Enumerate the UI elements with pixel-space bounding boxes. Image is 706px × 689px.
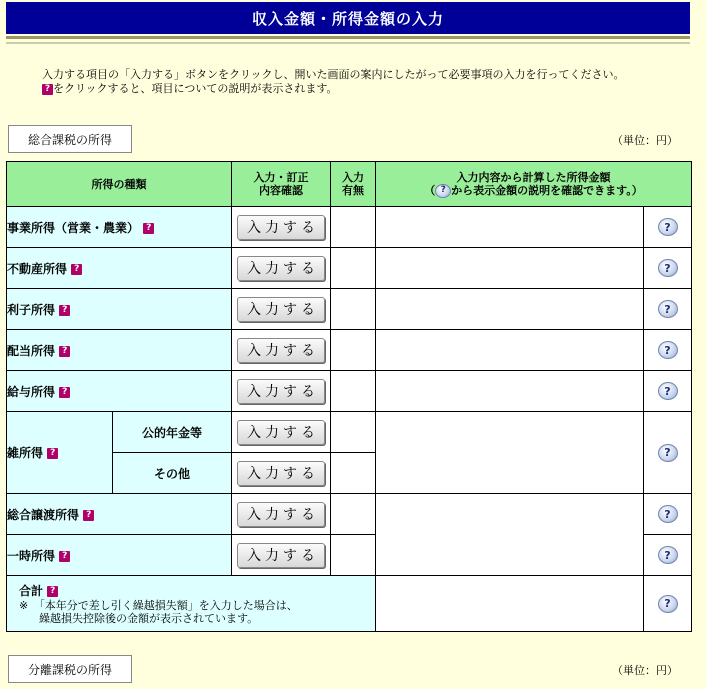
input-cell — [232, 494, 331, 535]
input-button-business[interactable]: 入力する — [237, 215, 325, 240]
section-general-taxation-button[interactable]: 総合課税の所得 — [8, 125, 132, 153]
help-bubble-icon[interactable]: ? — [658, 382, 678, 400]
table-header-row — [7, 162, 692, 207]
status-cell — [331, 289, 376, 330]
amount-help-cell — [644, 207, 692, 248]
amount-help-cell — [644, 576, 692, 632]
status-cell — [331, 207, 376, 248]
row-label-business — [7, 207, 232, 248]
help-bubble-icon[interactable]: ? — [658, 300, 678, 318]
income-table — [6, 161, 692, 632]
help-icon[interactable]: ? — [59, 346, 70, 357]
amount-help-cell — [644, 371, 692, 412]
table-row — [7, 330, 692, 371]
help-bubble-icon[interactable]: ? — [658, 259, 678, 277]
row-label-text: 総合譲渡所得 — [7, 507, 80, 522]
row-label-misc-pension: 公的年金等 — [113, 412, 232, 453]
input-button-salary[interactable]: 入力する — [237, 379, 325, 404]
help-icon[interactable]: ? — [59, 551, 70, 562]
instructions-line1: 入力する項目の「入力する」ボタンをクリックし、開いた画面の案内にしたがって必要事項の入力を行ってください。 — [42, 68, 625, 81]
amount-help-cell — [644, 289, 692, 330]
total-note-line2: 繰越損失控除後の金額が表示されています。 — [39, 612, 259, 625]
table-row — [7, 207, 692, 248]
row-label-interest — [7, 289, 232, 330]
help-icon[interactable]: ? — [59, 387, 70, 398]
help-icon[interactable]: ? — [71, 264, 82, 275]
row-label-text: 雑所得 — [7, 446, 44, 460]
table-row — [7, 494, 692, 535]
row-label-salary — [7, 371, 232, 412]
row-label-misc — [7, 412, 113, 494]
status-cell — [331, 330, 376, 371]
instructions-line2 — [42, 82, 692, 96]
help-icon[interactable]: ? — [47, 448, 58, 459]
amount-help-cell — [644, 248, 692, 289]
total-amount-cell — [376, 576, 644, 632]
help-icon[interactable]: ? — [143, 223, 154, 234]
input-cell — [232, 289, 331, 330]
amount-cell — [376, 494, 644, 576]
row-label-text: 給与所得 — [7, 384, 56, 399]
help-bubble-icon: ? — [435, 184, 451, 198]
page-title: 収入金額・所得金額の入力 — [6, 2, 690, 34]
input-button-misc-other[interactable]: 入力する — [237, 461, 325, 486]
amount-help-cell — [644, 535, 692, 576]
header-amount-line1: 入力内容から計算した所得金額 — [456, 170, 611, 184]
amount-cell — [376, 371, 644, 412]
amount-help-cell — [644, 494, 692, 535]
header-input-status: 入力 有無 — [331, 162, 376, 207]
row-label-temporary — [7, 535, 232, 576]
section-separate-taxation-button[interactable]: 分離課税の所得 — [8, 655, 132, 683]
row-label-text: 利子所得 — [7, 302, 56, 317]
instructions-line2-text: をクリックすると、項目についての説明が表示されます。 — [53, 82, 338, 95]
help-bubble-icon[interactable]: ? — [658, 595, 678, 613]
input-button-transfer[interactable]: 入力する — [237, 502, 325, 527]
help-icon[interactable]: ? — [59, 305, 70, 316]
table-row — [7, 412, 692, 453]
amount-cell — [376, 207, 644, 248]
help-icon[interactable]: ? — [47, 586, 58, 597]
amount-help-cell — [644, 330, 692, 371]
row-label-transfer — [7, 494, 232, 535]
help-icon[interactable]: ? — [83, 510, 94, 521]
title-divider-secondary — [6, 42, 690, 44]
status-cell — [331, 412, 376, 453]
status-cell — [331, 248, 376, 289]
help-bubble-icon[interactable]: ? — [658, 341, 678, 359]
row-label-text: 事業所得（営業・農業） — [7, 220, 140, 235]
input-cell — [232, 535, 331, 576]
table-row — [7, 289, 692, 330]
total-title — [19, 582, 375, 599]
unit-label: （単位：円） — [612, 664, 678, 677]
amount-help-cell — [644, 412, 692, 494]
input-cell — [232, 371, 331, 412]
table-row — [7, 248, 692, 289]
amount-cell — [376, 289, 644, 330]
header-amount-line2 — [376, 184, 691, 198]
row-label-text: 配当所得 — [7, 343, 56, 358]
help-bubble-icon[interactable]: ? — [658, 505, 678, 523]
amount-cell — [376, 248, 644, 289]
table-row-total — [7, 576, 692, 632]
table-row — [7, 371, 692, 412]
header-income-kind: 所得の種類 — [7, 162, 232, 207]
input-button-interest[interactable]: 入力する — [237, 297, 325, 322]
help-bubble-icon[interactable]: ? — [658, 444, 678, 462]
row-label-text: 一時所得 — [7, 548, 56, 563]
input-cell — [232, 453, 331, 494]
input-button-dividend[interactable]: 入力する — [237, 338, 325, 363]
row-label-dividend — [7, 330, 232, 371]
header-calculated-amount — [376, 162, 692, 207]
row-label-real-estate — [7, 248, 232, 289]
input-button-real-estate[interactable]: 入力する — [237, 256, 325, 281]
total-note-line1: ※ 「本年分で差し引く繰越損失額」を入力した場合は、 — [19, 599, 298, 612]
input-cell — [232, 412, 331, 453]
help-bubble-icon[interactable]: ? — [658, 218, 678, 236]
status-cell — [331, 453, 376, 494]
unit-label: （単位：円） — [612, 134, 678, 147]
status-cell — [331, 535, 376, 576]
instructions — [42, 68, 692, 96]
header-paren-open: （ — [424, 183, 436, 197]
header-amount-note: から表示金額の説明を確認できます。） — [451, 183, 643, 197]
row-label-text: 不動産所得 — [7, 261, 68, 276]
title-divider — [6, 36, 690, 39]
status-cell — [331, 371, 376, 412]
input-button-misc-pension[interactable]: 入力する — [237, 420, 325, 445]
header-input-confirm: 入力・訂正 内容確認 — [232, 162, 331, 207]
amount-cell — [376, 412, 644, 494]
input-cell — [232, 207, 331, 248]
input-button-temporary[interactable]: 入力する — [237, 543, 325, 568]
row-label-total — [7, 576, 376, 632]
row-label-misc-other: その他 — [113, 453, 232, 494]
input-cell — [232, 248, 331, 289]
input-cell — [232, 330, 331, 371]
help-bubble-icon[interactable]: ? — [658, 546, 678, 564]
amount-cell — [376, 330, 644, 371]
row-label-text: 合計 — [19, 584, 44, 598]
status-cell — [331, 494, 376, 535]
help-icon: ? — [42, 84, 53, 95]
